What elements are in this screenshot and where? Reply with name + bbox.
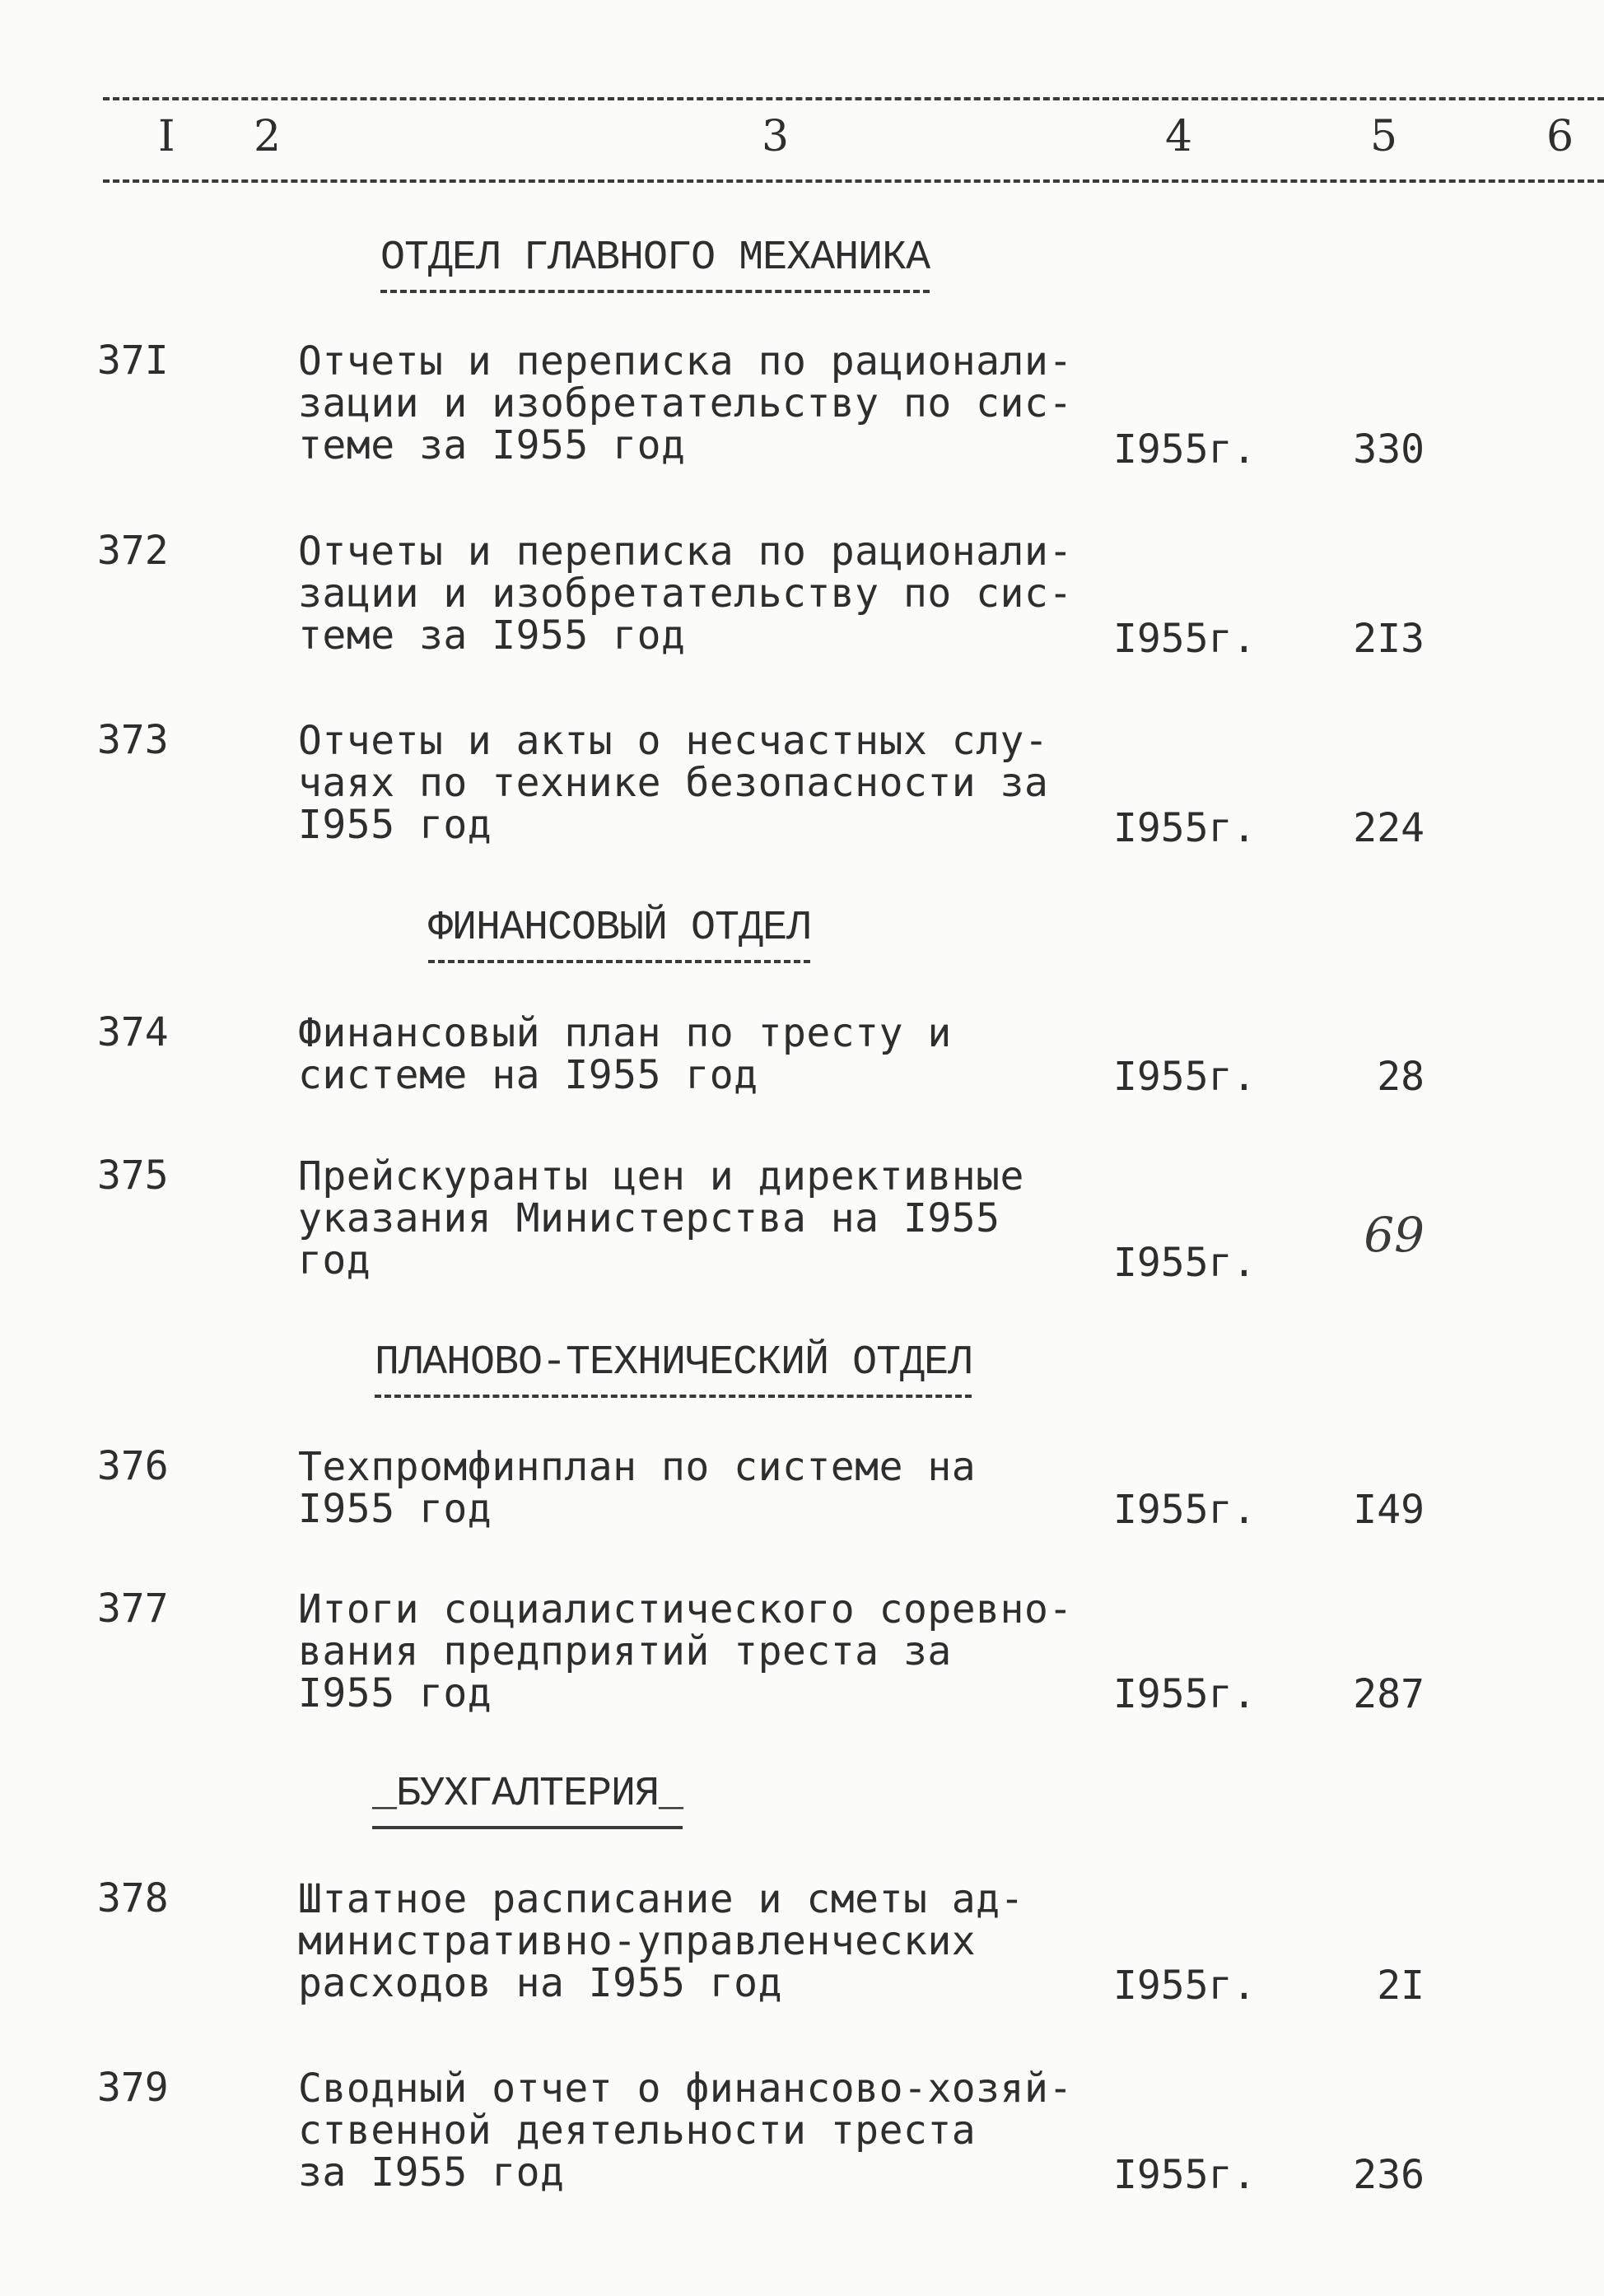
entry-title-line: Финансовый план по тресту и [298,1010,952,1056]
entry-title-line: системе на I955 год [298,1052,758,1098]
section-heading-finance: ФИНАНСОВЫЙ ОТДЕЛ [428,904,810,963]
entry-year: I955г. [1113,426,1257,473]
entry-title-line: Техпромфинплан по системе на [298,1444,977,1490]
entry-year: I955г. [1113,1054,1257,1100]
entry-year: I955г. [1113,1671,1257,1717]
entry-title-line: Итоги социалистического соревно- [298,1586,1073,1632]
entry-sheet-count: 2I3 [1353,616,1424,662]
entry-title [298,1446,1121,1530]
column-number-2: 2 [254,112,282,161]
entry-title-line: Отчеты и акты о несчастных слу- [298,718,1049,764]
entry-title [298,2065,1121,2196]
entry-number: 379 [97,2065,169,2111]
entry-number: 377 [97,1586,169,1632]
entry-title-line: министративно-управленческих [298,1918,977,1964]
entry-title-line: расходов на I955 год [298,1960,782,2006]
entry-number: 373 [97,717,169,763]
entry-title-line: вания предприятий треста за [298,1628,952,1674]
entry-year: I955г. [1113,2152,1257,2198]
column-number-4: 4 [1165,112,1193,161]
entry-number: 376 [97,1443,169,1489]
section-heading-accounting: _БУХГАЛТЕРИЯ_ [372,1770,683,1829]
entry-title-line: год [298,1237,371,1283]
entry-title-line: за I955 год [298,2149,565,2196]
entry-title-line: Отчеты и переписка по рационали- [298,529,1073,575]
entry-sheet-count-handwritten: 69 [1364,1207,1424,1263]
entry-title-line: Сводный отчет о финансово-хозяй- [298,2065,1073,2112]
entry-title-line: зации и изобретательству по сис- [298,380,1073,426]
section-heading-chief-mechanic: ОТДЕЛ ГЛАВНОГО МЕХАНИКА [380,234,930,293]
entry-sheet-count: 236 [1353,2152,1424,2198]
entry-number: 372 [97,528,169,574]
entry-year: I955г. [1113,616,1257,662]
entry-number: 37I [97,338,169,384]
entry-title-line: I955 год [298,1670,492,1716]
entry-year: I955г. [1113,805,1257,851]
entry-title-line: указания Министерства на I955 [298,1195,1000,1241]
entry-sheet-count: 2I [1377,1963,1424,2009]
entry-title-line: ственной деятельности треста [298,2107,977,2154]
column-number-1: I [158,112,175,161]
entry-title-line: чаях по технике безопасности за [298,760,1049,806]
entry-sheet-count: I49 [1353,1487,1424,1533]
column-number-5: 5 [1370,112,1398,161]
entry-sheet-count: 287 [1353,1671,1424,1717]
entry-title-line: Штатное расписание и сметы ад- [298,1876,1024,1922]
entry-sheet-count: 330 [1353,426,1424,473]
entry-title-line: I955 год [298,802,492,848]
header-top-rule [103,97,1604,100]
entry-title-line: зации и изобретательству по сис- [298,571,1073,617]
entry-title [298,720,1121,846]
entry-title-line: теме за I955 год [298,422,686,468]
header-bottom-rule [103,179,1604,183]
column-number-6: 6 [1546,112,1574,161]
entry-title-line: теме за I955 год [298,612,686,659]
section-heading-planning-technical: ПЛАНОВО-ТЕХНИЧЕСКИЙ ОТДЕЛ [375,1339,972,1398]
entry-sheet-count: 224 [1353,805,1424,851]
entry-number: 378 [97,1875,169,1921]
entry-title [298,1010,1121,1098]
entry-title-line: Отчеты и переписка по рационали- [298,338,1073,384]
entry-title [298,338,1121,468]
entry-number: 374 [97,1009,169,1055]
entry-title-line: I955 год [298,1486,492,1532]
entry-title [298,531,1121,657]
entry-year: I955г. [1113,1487,1257,1533]
entry-sheet-count: 28 [1377,1054,1424,1100]
entry-number: 375 [97,1153,169,1199]
entry-year: I955г. [1113,1963,1257,2009]
entry-year: I955г. [1113,1240,1257,1286]
column-number-3: 3 [762,112,790,161]
entry-title [298,1586,1121,1716]
entry-title [298,1876,1121,2006]
entry-title [298,1153,1121,1283]
entry-title-line: Прейскуранты цен и директивные [298,1153,1024,1199]
